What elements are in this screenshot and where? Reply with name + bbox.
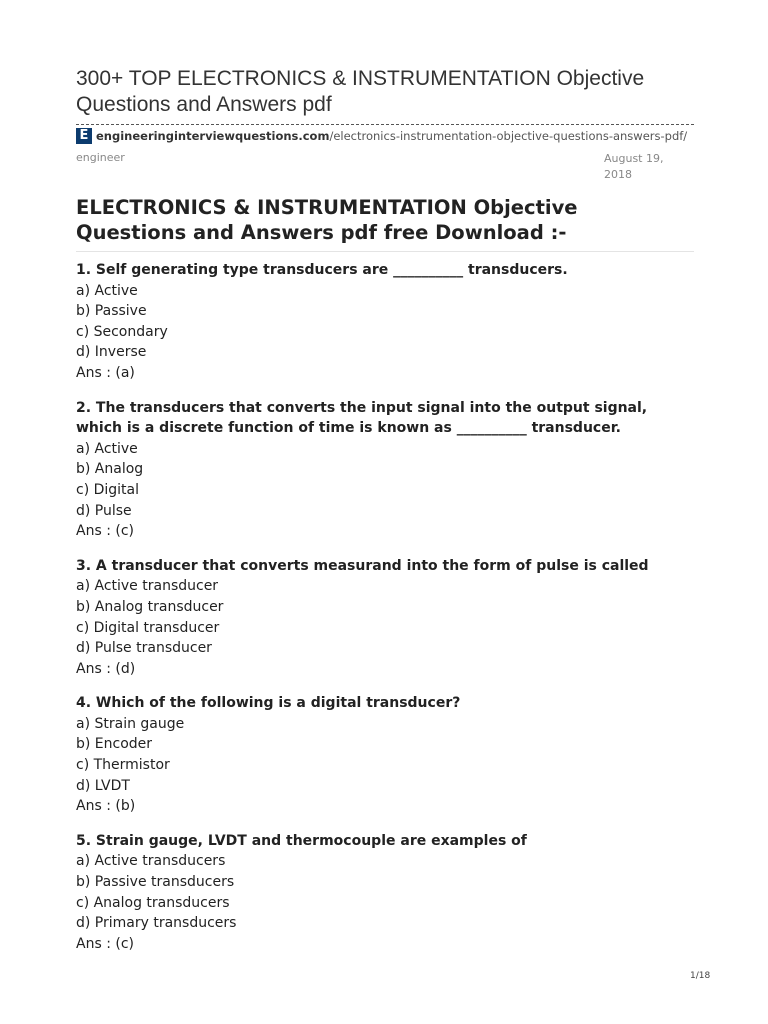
heading-divider — [76, 251, 694, 252]
option-b: b) Analog transducer — [76, 598, 224, 615]
source-domain[interactable]: engineeringinterviewquestions.com — [96, 129, 330, 143]
answer-text: Ans : (a) — [76, 364, 135, 381]
publish-date — [604, 151, 684, 183]
source-url[interactable] — [76, 127, 694, 145]
option-b: b) Passive — [76, 303, 147, 320]
option-c: c) Thermistor — [76, 757, 170, 774]
question-block — [76, 260, 694, 384]
option-d: d) Inverse — [76, 344, 147, 361]
option-d: d) LVDT — [76, 777, 130, 794]
meta-row — [76, 147, 694, 191]
answer-text: Ans : (d) — [76, 660, 136, 677]
option-c: c) Digital — [76, 481, 140, 498]
option-c: c) Analog transducers — [76, 894, 230, 911]
question-text: 2. The transducers that converts the input signal into the output signal, which is a discrete function of time is known as __________ transducer. — [76, 399, 648, 437]
option-a: a) Active transducer — [76, 578, 219, 595]
article-heading: ELECTRONICS & INSTRUMENTATION Objective Questions and Answers pdf free Download :- — [76, 196, 578, 244]
option-b: b) Encoder — [76, 736, 153, 753]
option-c: c) Secondary — [76, 323, 168, 340]
question-list — [76, 260, 694, 954]
option-a: a) Strain gauge — [76, 715, 185, 732]
author-name: engineer — [76, 151, 125, 164]
option-a: a) Active — [76, 282, 138, 299]
question-text: 3. A transducer that converts measurand into the form of pulse is called — [76, 557, 649, 574]
answer-text: Ans : (c) — [76, 935, 134, 952]
publish-date-year: 2018 — [604, 168, 632, 181]
document-page — [76, 66, 694, 968]
option-d: d) Pulse transducer — [76, 640, 212, 657]
question-block — [76, 556, 694, 680]
answer-text: Ans : (c) — [76, 523, 134, 540]
option-b: b) Passive transducers — [76, 874, 235, 891]
publish-date-month-day: August 19, — [604, 152, 664, 165]
page-number: 1/18 — [690, 971, 711, 981]
option-d: d) Primary transducers — [76, 915, 237, 932]
question-text: 5. Strain gauge, LVDT and thermocouple are examples of — [76, 832, 527, 849]
option-b: b) Analog — [76, 461, 144, 478]
dashed-divider — [76, 124, 694, 125]
question-block — [76, 398, 694, 542]
document-title: 300+ TOP ELECTRONICS & INSTRUMENTATION Objective Questions and Answers pdf — [76, 67, 645, 116]
option-d: d) Pulse — [76, 502, 132, 519]
source-path[interactable]: /electronics-instrumentation-objective-questions-answers-pdf/ — [329, 129, 688, 143]
option-c: c) Digital transducer — [76, 619, 220, 636]
question-block — [76, 693, 694, 817]
option-a: a) Active — [76, 440, 138, 457]
question-text: 1. Self generating type transducers are __________ transducers. — [76, 262, 568, 278]
site-logo-icon: E — [76, 128, 92, 144]
question-text: 4. Which of the following is a digital transducer? — [76, 695, 461, 712]
question-block — [76, 831, 694, 955]
answer-text: Ans : (b) — [76, 798, 136, 815]
option-a: a) Active transducers — [76, 853, 226, 870]
